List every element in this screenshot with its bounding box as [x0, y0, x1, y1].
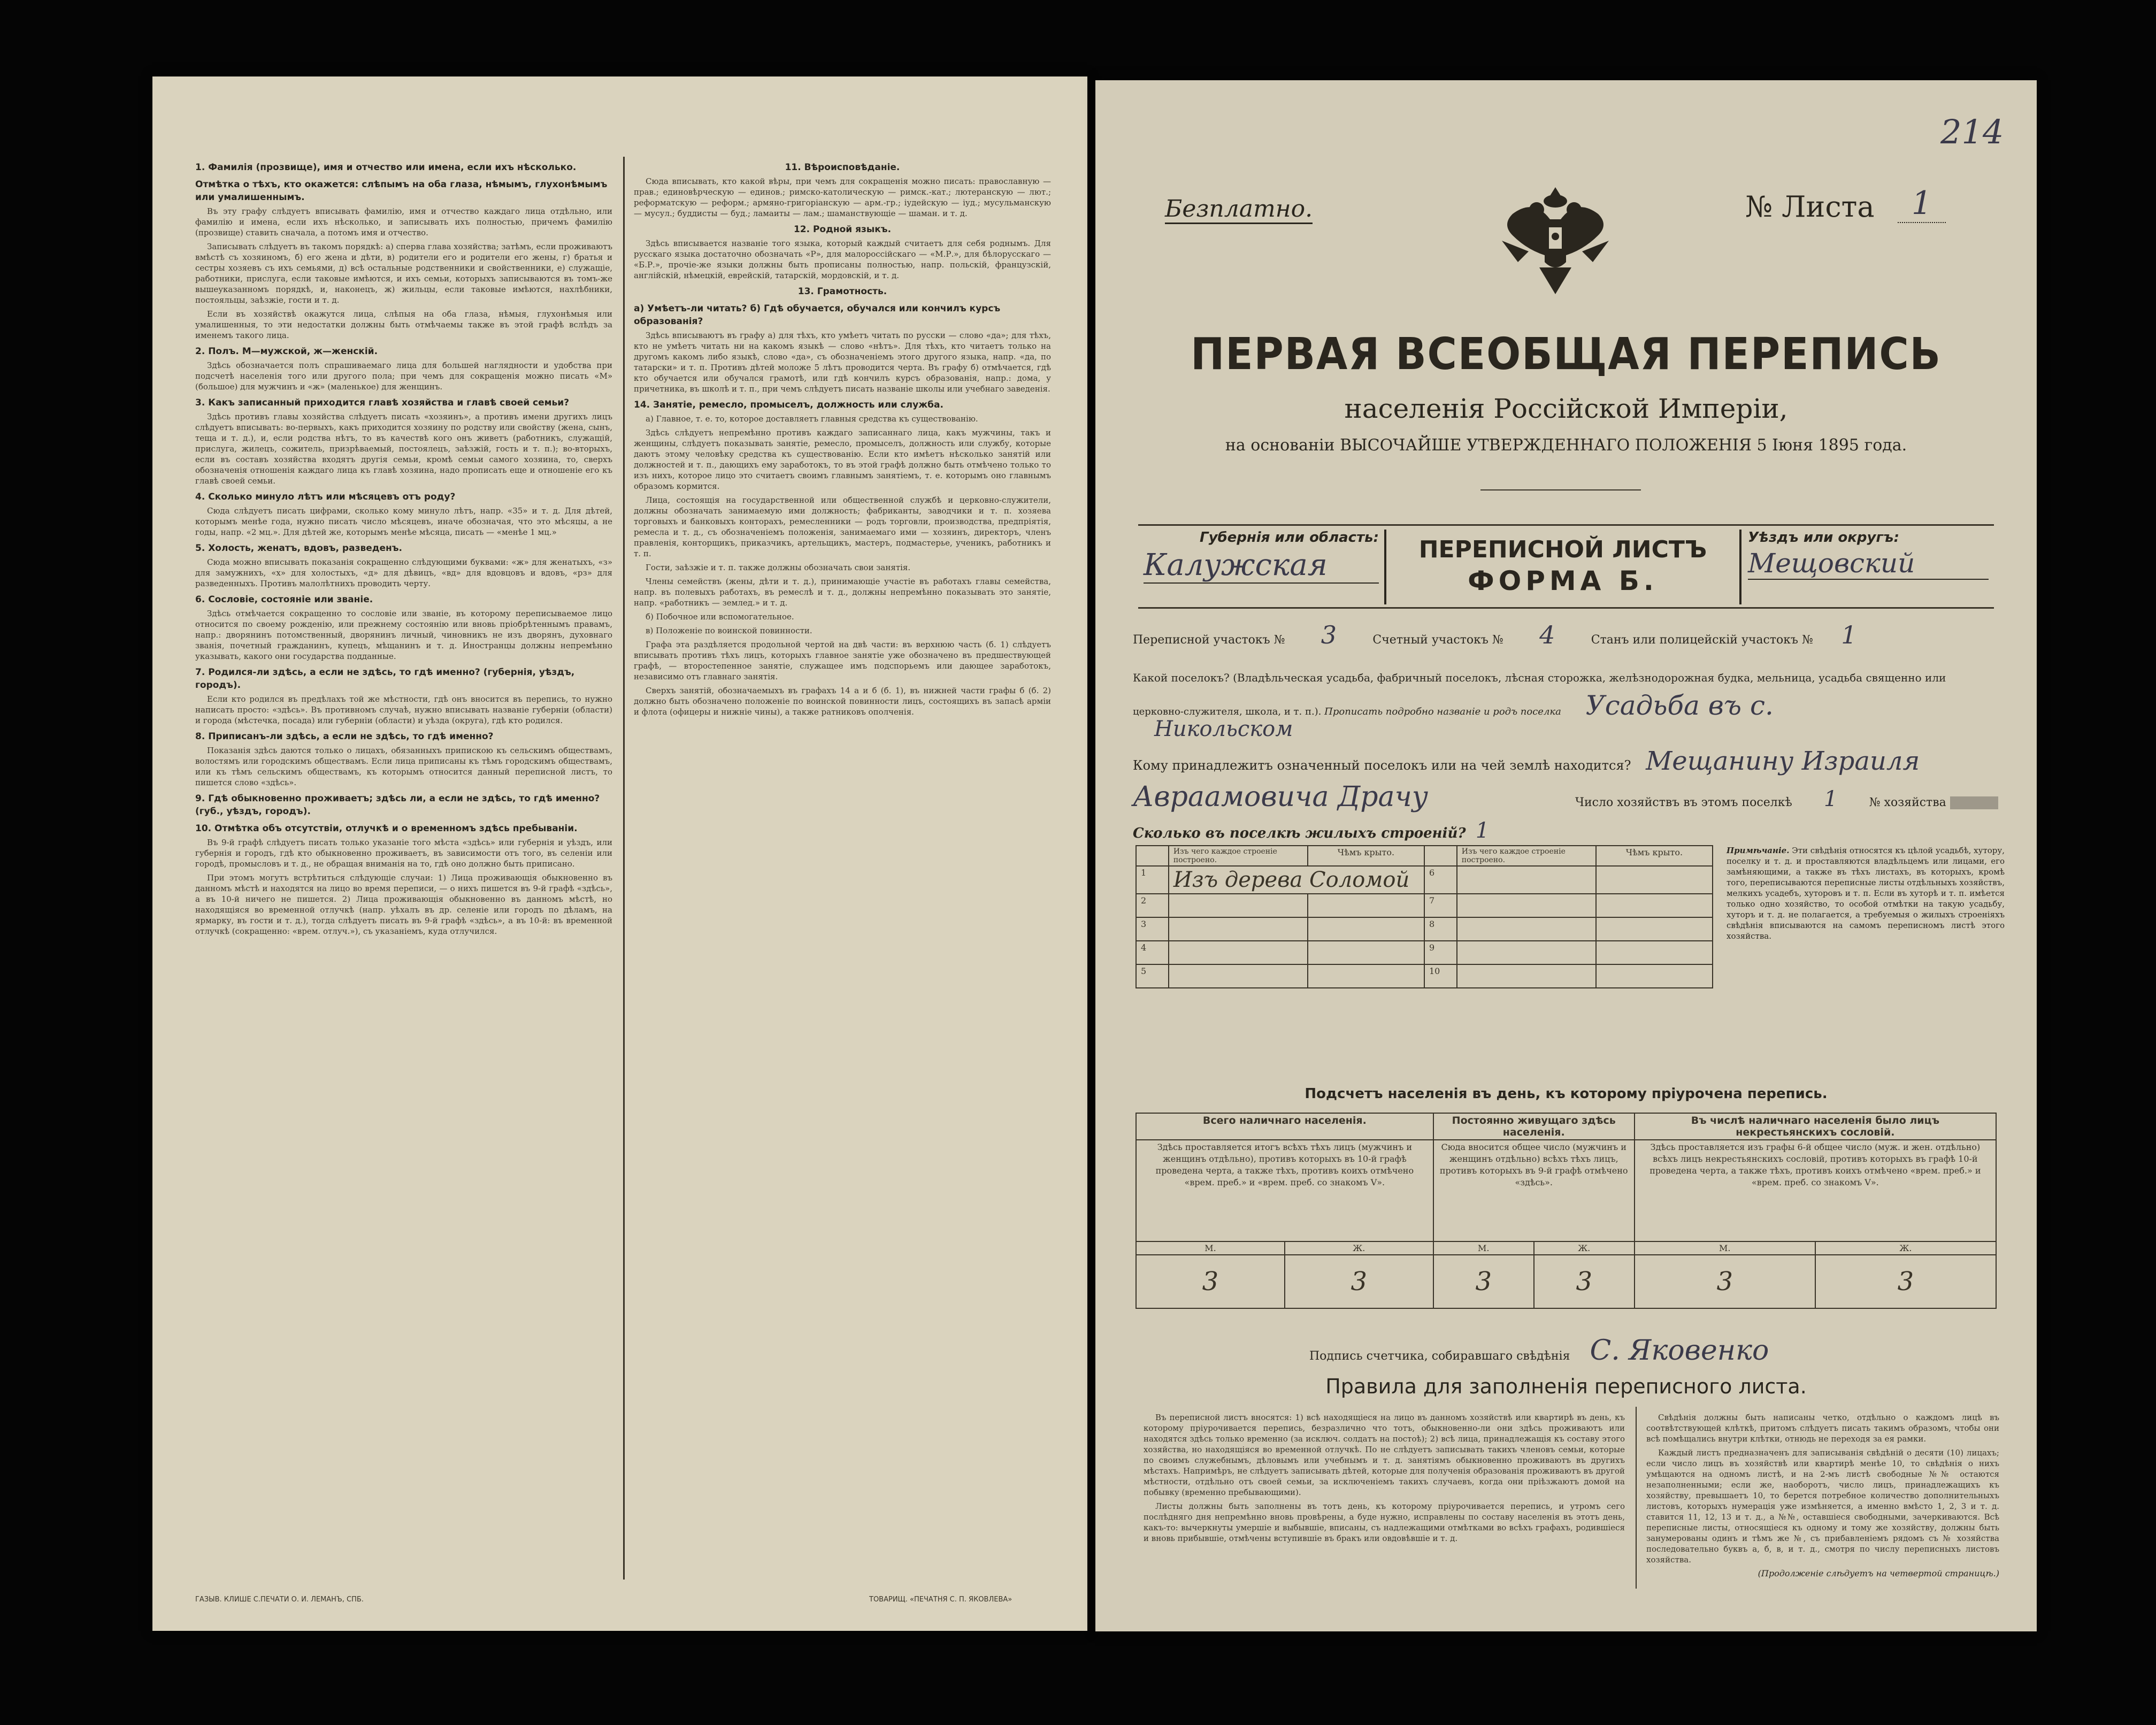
instruction-paragraph: Сюда слѣдуетъ писать цифрами, сколько кому минуло лѣтъ, напр. «35» и т. д. Для дѣтей, которымъ менѣе года, нужно писать число мѣсяцевъ, иначе обозначая, что это мѣсяцы, а не годы, напр. «2 мц.». Для дѣтей же, которымъ менѣе мѣсяца, писать — «менѣе 1 мц.»	[195, 506, 612, 537]
count-value: 3	[1534, 1255, 1635, 1308]
owner-row-2	[1133, 781, 2010, 813]
instruction-heading: 11. Вѣроисповѣданіе.	[785, 162, 900, 173]
rules-left-column	[1144, 1412, 1625, 1547]
instruction-heading: 10. Отмѣтка объ отсутствіи, отлучкѣ и о временномъ здѣсь пребываніи.	[195, 823, 578, 834]
instruction-heading: 7. Родился-ли здѣсь, а если не здѣсь, то гдѣ именно? (губернія, уѣздъ, городъ).	[195, 667, 575, 691]
settlement-instruction: Прописать подробно названіе и родъ поселка	[1324, 706, 1561, 717]
households-value: 1	[1824, 787, 1838, 811]
buildings-note	[1727, 845, 2005, 941]
rules-title: Правила для заполненія переписного листа.	[1325, 1375, 1807, 1398]
imperial-eagle-emblem	[1491, 177, 1620, 305]
buildings-col-material: Изъ чего каждое строеніе построено.	[1169, 846, 1308, 866]
instruction-heading: 2. Полъ. М—мужской, ж—женскій.	[195, 346, 378, 357]
population-count-table	[1135, 1113, 1997, 1309]
column-divider	[623, 157, 625, 1580]
printer-footer-right: ТОВАРИЩ. «ПЕЧАТНЯ С. П. ЯКОВЛЕВА»	[869, 1596, 1012, 1604]
instruction-heading: 1. Фамилія (прозвище), имя и отчество или имена, если ихъ нѣсколько.	[195, 162, 577, 173]
instruction-heading: 8. Приписанъ-ли здѣсь, а если не здѣсь, то гдѣ именно?	[195, 731, 494, 742]
building-row-number: 2	[1136, 894, 1169, 917]
rules-left-paragraph: Листы должны быть заполнены въ тотъ день, къ которому пріурочивается перепись, и утромъ сего послѣдняго дня непремѣнно вновь провѣрены, а буде нужно, исправлены по составу населенія въ этотъ день, какъ-то: вычеркнуты умершіе и выбывшіе, вписаны, съ надлежащими отмѣтками во всѣхъ графахъ, родившіеся и вновь прибывшіе, отмѣчены вступившіе въ бракъ или овдовѣвшіе и т. д.	[1144, 1501, 1625, 1543]
instruction-paragraph: Здѣсь слѣдуетъ непремѣнно противъ каждаго записаннаго лица, какъ мужчины, такъ и женщины, слѣдуетъ показывать занятіе, ремесло, промыселъ, должность или службу, которые даютъ этому человѣку средства къ существованію. Если кто имѣетъ нѣсколько занятій или должностей и т. п., дающихъ ему заработокъ, то въ этой графѣ должно быть отмѣчено только то изъ нихъ, которое лицо это считаетъ своимъ главнымъ занятіемъ, т. е. которымъ оно главнымъ образомъ кормится.	[634, 428, 1051, 491]
female-header: Ж.	[1534, 1241, 1635, 1255]
count-col-permanent-head: Постоянно живущаго здѣсь населенія.	[1433, 1113, 1635, 1140]
signature-label: Подпись счетчика, собиравшаго свѣдѣнія	[1309, 1350, 1570, 1363]
building-row-number: 4	[1136, 941, 1169, 964]
page-number: 214	[1940, 112, 2004, 151]
instruction-paragraph: в) Положеніе по воинской повинности.	[646, 626, 812, 635]
instruction-paragraph: Показанія здѣсь даются только о лицахъ, обязанныхъ припискою къ сельскимъ обществамъ, волостямъ или городскимъ обществамъ. Если лица приписаны къ тѣмъ городскимъ обществамъ, или къ тѣмъ сельскимъ обществамъ, къ которымъ относится данный переписной листъ, то пишется слово «здѣсь».	[195, 746, 612, 787]
buildings-col-material-2: Изъ чего каждое строеніе построено.	[1457, 846, 1596, 866]
uezd-value: Мещовский	[1748, 548, 1989, 580]
census-subtitle: населенія Россійской Имперіи,	[1344, 393, 1788, 424]
count-district-value: 4	[1539, 620, 1555, 649]
building-row-number: 9	[1424, 941, 1457, 964]
instruction-paragraph: Въ эту графу слѣдуетъ вписывать фамилію, имя и отчество каждаго лица отдѣльно, или фамилію и имена, если ихъ нѣсколько, и записывать ихъ полностью, причемъ фамилію (прозвище) ставить сначала, а потомъ имя и отчество.	[195, 206, 612, 237]
count-col-permanent-text: Сюда вносится общее число (мужчинъ и женщинъ отдѣльно) всѣхъ тѣхъ лицъ, противъ которыхъ въ 9-й графѣ отмѣчено «здѣсь».	[1433, 1140, 1635, 1241]
census-form-page	[1095, 80, 2037, 1631]
instruction-paragraph: Сюда вписывать, кто какой вѣры, при чемъ для сокращенія можно писать: православную — прав.; единовѣрческую — единов.; римско-католическую — римск.-кат.; лютеранскую — лют.; реформатскую — реформ.; армяно-григоріанскую — арм.-гр.; іудейскую — іуд.; мусульманскую — мусул.; буддисты — буд.; ламаиты — лам.; шаманствующіе — шаман. и т. д.	[634, 177, 1051, 218]
buildings-row	[1133, 818, 1489, 843]
settlement-label-2: церковно-служителя, школа, и т. п.).	[1133, 706, 1322, 717]
district-row	[1133, 620, 2010, 649]
instruction-heading: 13. Грамотность.	[797, 286, 887, 297]
signature-value: С. Яковенко	[1590, 1335, 1769, 1367]
owner-row	[1133, 746, 2010, 776]
buildings-label: Сколько въ поселкѣ жилыхъ строеній?	[1133, 825, 1466, 841]
census-title: ПЕРВАЯ ВСЕОБЩАЯ ПЕРЕПИСЬ	[1191, 329, 1942, 380]
instruction-heading: 9. Гдѣ обыкновенно проживаетъ; здѣсь ли, а если не здѣсь, то гдѣ именно? (губ., уѣздъ, городъ).	[195, 793, 600, 817]
header-rule-bottom	[1138, 607, 1994, 609]
instructions-column-2	[634, 157, 1051, 1631]
form-title-line1: ПЕРЕПИСНОЙ ЛИСТЪ	[1418, 536, 1707, 563]
household-no-box	[1950, 796, 1998, 809]
owner-value-1: Мещанину Израиля	[1646, 746, 1920, 776]
instruction-heading: 6. Сословіе, состояніе или званіе.	[195, 594, 373, 605]
instructions-column-1	[195, 157, 612, 1631]
note-title: Примѣчаніе.	[1727, 846, 1790, 855]
building-row-number: 3	[1136, 917, 1169, 941]
uezd-box	[1748, 530, 1989, 599]
count-district-label: Счетный участокъ №	[1372, 633, 1503, 647]
guberniya-box	[1144, 530, 1379, 599]
district-label: Переписной участокъ №	[1133, 633, 1285, 647]
stan-label: Станъ или полицейскій участокъ №	[1591, 633, 1813, 647]
district-value: 3	[1321, 620, 1337, 649]
instruction-heading: 4. Сколько минуло лѣтъ или мѣсяцевъ отъ роду?	[195, 492, 456, 502]
household-no-label: № хозяйства	[1869, 796, 1946, 809]
form-title-box	[1384, 530, 1741, 604]
instruction-heading: а) Умѣетъ-ли читать? б) Гдѣ обучается, обучался или кончилъ курсъ образованія?	[634, 303, 1001, 327]
instruction-heading: 14. Занятіе, ремесло, промыселъ, должность или служба.	[634, 400, 943, 410]
owner-value-2: Авраамовича Драчу	[1133, 781, 1429, 813]
rules-divider	[1636, 1407, 1637, 1589]
rules-right-paragraph: Свѣдѣнія должны быть написаны четко, отдѣльно о каждомъ лицѣ въ соотвѣтствующей клѣткѣ, притомъ слѣдуетъ писать такимъ образомъ, чтобы они всѣ помѣщались внутри клѣтки, отнюдь не переходя за ея рамки.	[1646, 1413, 1999, 1444]
male-header: М.	[1136, 1241, 1285, 1255]
instruction-paragraph: Гости, заѣзжіе и т. п. также должны обозначать свои занятія.	[646, 563, 911, 572]
buildings-value: 1	[1475, 818, 1490, 843]
rules-left-paragraph: Въ переписной листъ вносятся: 1) всѣ находящіеся на лицо въ данномъ хозяйствѣ или квартирѣ въ день, къ которому пріурочивается перепись, безразлично что тотъ, обыкновенно-ли они здѣсь проживаютъ или находятся здѣсь только временно (за исключ. солдатъ на постоѣ); 2) всѣ лица, принадлежащія къ составу этого хозяйства, но находящіяся во временной отлучкѣ. По не слѣдуетъ записывать такихъ членовъ семьи, которые по своимъ служебнымъ, дѣловымъ или учебнымъ и т. д. занятіямъ обыкновенно проживаютъ въ другихъ мѣстахъ. Напримѣръ, не слѣдуетъ записывать дѣтей, которые для полученія образованія проживаютъ въ другой мѣстности, отдѣльно отъ своей семьи, за исключеніемъ такихъ случаевъ, когда они пріѣзжаютъ домой на побывку (временно пребывающими).	[1144, 1413, 1625, 1497]
instruction-paragraph: Если въ хозяйствѣ окажутся лица, слѣпыя на оба глаза, нѣмыя, глухонѣмыя или умалишенныя, то эти недостатки должны быть отмѣчаемы также въ этой графѣ вслѣдъ за именемъ такого лица.	[195, 309, 612, 340]
count-value: 3	[1433, 1255, 1534, 1308]
count-col-total-text: Здѣсь проставляется итогъ всѣхъ тѣхъ лицъ (мужчинъ и женщинъ отдѣльно), противъ которыхъ въ 10-й графѣ проведена черта, а также тѣхъ, противъ коихъ отмѣчено «врем. преб.» и «врем. преб. со знакомъ V».	[1136, 1140, 1433, 1241]
instruction-paragraph: Записывать слѣдуетъ въ такомъ порядкѣ: а) сперва глава хозяйства; затѣмъ, если проживаютъ вмѣстѣ съ хозяиномъ, б) его жена и дѣти, в) родители его и родители его жены, г) братья и сестры хозяевъ съ ихъ семьями, д) всѣ остальные родственники и свойственники, е) служащіе, работники, прислуга, если таковые имѣются, и ихъ семьи, которыхъ записываются въ томъ-же вышеуказанномъ порядкѣ, и, наконецъ, ж) жильцы, если таковые имѣются, нахлѣбники, постояльцы, заѣзжіе, гости и т. д.	[195, 242, 612, 305]
building-row-number: 8	[1424, 917, 1457, 941]
instruction-heading: 3. Какъ записанный приходится главѣ хозяйства и главѣ своей семьи?	[195, 397, 570, 408]
female-header: Ж.	[1815, 1241, 1996, 1255]
households-label: Число хозяйствъ въ этомъ поселкѣ	[1575, 796, 1792, 809]
instruction-paragraph: Лица, состоящія на государственной или общественной службѣ и церковно-служители, должны обозначать занимаемую ими должность; фабриканты, заводчики и т. п. хозяева торговыхъ и банковыхъ конторахъ, ремесленники — родъ торговли, производства, предпріятія, ремесла и т. д., съ обозначеніемъ положенія, занимаемаго ими — хозяинъ, директоръ, членъ правленія, конторщикъ, приказчикъ, артельщикъ, мастеръ, подмастерье, ученикъ, работникъ и т. п.	[634, 495, 1051, 558]
building-row-number: 1	[1136, 866, 1169, 894]
instruction-paragraph: Графа эта раздѣляется продольной чертой на двѣ части: въ верхнюю часть (б. 1) слѣдуетъ вписывать противъ тѣхъ лицъ, которыхъ главное занятіе уже обозначено въ предшествующей графѣ, — второстепенное занятіе, служащее имъ подспорьемъ или дающее заработокъ, независимо отъ главнаго занятія.	[634, 640, 1051, 681]
note-text: Эти свѣдѣнія относятся къ цѣлой усадьбѣ, хутору, поселку и т. д. и проставляются владѣльцемъ или лицами, его замѣняющими, а также въ тѣхъ листахъ, въ которыхъ, кромѣ того, переписываются переписные листы отдѣльныхъ хозяйствъ, мелкихъ усадебъ, хуторовъ и т. п. Если въ хуторѣ и т. п. имѣется только одно хозяйство, то особой отмѣтки на такую усадьбу, хуторъ и т. д. не полагается, а требуемыя о жилыхъ строеніяхъ свѣдѣнія вписываются на самомъ переписномъ листѣ этого хозяйства.	[1727, 846, 2005, 941]
count-value: 3	[1136, 1255, 1285, 1308]
instruction-paragraph: Здѣсь обозначается полъ спрашиваемаго лица для большей наглядности и удобства при подсчетѣ населенія того или другого пола; при чемъ для сокращенія можно писать «М» (большое) для мужчинъ и «ж» (маленькое) для женщинъ.	[195, 361, 612, 392]
instruction-paragraph: Члены семействъ (жены, дѣти и т. д.), принимающіе участіе въ работахъ главы семейства, напр. въ полевыхъ работахъ, въ ремеслѣ и т. д., должны непремѣнно показывать это занятіе, напр. «работникъ — землед.» и т. д.	[634, 577, 1051, 608]
male-header: М.	[1635, 1241, 1815, 1255]
rules-right-column	[1646, 1412, 1999, 1578]
stan-value: 1	[1841, 620, 1857, 649]
instruction-paragraph: Если кто родился въ предѣлахъ той же мѣстности, гдѣ онъ вносится въ перепись, то нужно написать просто: «здѣсь». Въ противномъ случаѣ, нужно вписывать названіе губерніи (области) и города (мѣстечка, посада) или губерніи (области) и уѣзда (округа), гдѣ кто родился.	[195, 694, 612, 725]
free-label: Безплатно.	[1165, 195, 1313, 224]
form-title-line2: ФОРМА Б.	[1468, 565, 1658, 596]
instruction-paragraph: б) Побочное или вспомогательное.	[646, 612, 794, 622]
census-basis: на основаніи ВЫСОЧАЙШЕ УТВЕРЖДЕННАГО ПОЛОЖЕНІЯ 5 Іюня 1895 года.	[1225, 436, 1907, 455]
instruction-paragraph: Сюда можно вписывать показанія сокращенно слѣдующими буквами: «ж» для женатыхъ, «з» для замужнихъ, «х» для холостыхъ, «д» для дѣвицъ, «вд» для вдовцовъ и вдовъ, «рз» для разведенныхъ. Противъ малолѣтнихъ проводить черту.	[195, 557, 612, 588]
building-row-number: 7	[1424, 894, 1457, 917]
building-row-number: 10	[1424, 964, 1457, 988]
title-divider	[1480, 489, 1641, 490]
instruction-paragraph: Сверхъ занятій, обозначаемыхъ въ графахъ 14 а и б (б. 1), въ нижней части графы б (б. 2) должно быть обозначено положеніе по воинской повинности лицъ, состоящихъ въ запасѣ арміи и флота (офицеры и нижніе чины), а также ратниковъ ополченія.	[634, 686, 1051, 717]
count-col-total-head: Всего наличнаго населенія.	[1136, 1113, 1433, 1140]
instruction-heading: 12. Родной языкъ.	[793, 224, 892, 235]
count-value: 3	[1815, 1255, 1996, 1308]
building-row-1-value: Изъ дерева Соломой	[1169, 866, 1424, 894]
buildings-table	[1135, 845, 1713, 988]
count-col-nonpeasant-text: Здѣсь проставляется изъ графы 6-й общее число (муж. и жен. отдѣльно) всѣхъ лицъ некрестьянскихъ сословій, противъ которыхъ въ графѣ 10-й проведена черта, а также тѣхъ, противъ коихъ отмѣчено «врем. преб.» и «врем. преб. со знакомъ V».	[1635, 1140, 1996, 1241]
instruction-heading: 5. Холость, женатъ, вдовъ, разведенъ.	[195, 543, 402, 554]
guberniya-label: Губернія или область:	[1200, 530, 1379, 546]
settlement-value-2: Никольском	[1154, 717, 1293, 741]
building-row-number: 6	[1424, 866, 1457, 894]
instruction-paragraph: Здѣсь вписываютъ въ графу а) для тѣхъ, кто умѣетъ читать по русски — слово «да»; для тѣхъ, кто не умѣетъ читать ни на какомъ языкѣ — слово «нѣтъ». Для тѣхъ, кто читаетъ только на другомъ какомъ либо языкѣ, слово «да», съ обозначеніемъ этого другого языка, напр. «да, по татарски» и т. п. Противъ дѣтей моложе 5 лѣтъ проводится черта. Въ графу б) отмѣчается, гдѣ кто обучается или обучался грамотѣ, или гдѣ кончилъ курсъ образованія, напр.: дома, у причетника, въ школѣ и т. п., при чемъ слѣдуетъ писать названіе школы или учебнаго заведенія.	[634, 331, 1051, 394]
count-value: 3	[1285, 1255, 1433, 1308]
count-value: 3	[1635, 1255, 1815, 1308]
instruction-paragraph: Здѣсь противъ главы хозяйства слѣдуетъ писать «хозяинъ», а противъ имени другихъ лицъ слѣдуетъ вписывать: во-первыхъ, какъ приходится хозяину по родству или свойству (жена, сынъ, теща и т. д.), и, если родства нѣтъ, то въ качествѣ кого онъ живетъ (работникъ, служащій, прислуга, жилецъ, сожитель, призрѣваемый, постоялецъ, заѣзжій, гость и т. п.); во-вторыхъ, если въ составъ хозяйства входятъ другія семьи, кромѣ семьи самого хозяина, то, сверхъ обозначенія отношенія каждаго лица къ главѣ хозяина, надо прописать еще и отношеніе его къ главѣ своей семьи.	[195, 412, 612, 486]
buildings-col-roof: Чѣмъ крыто.	[1308, 846, 1424, 866]
guberniya-value: Калужская	[1144, 548, 1379, 584]
left-instructions-page	[152, 76, 1087, 1631]
instruction-paragraph: Въ 9-й графѣ слѣдуетъ писать только указаніе того мѣста «здѣсь» или губернія и уѣздъ, или губернія и городъ, гдѣ кто обыкновенно проживаетъ, въ зависимости отъ того, въ селеніи или городѣ, промысловъ и т. д., не обращая вниманія на то, гдѣ оно должно быть приписано.	[195, 838, 612, 869]
sheet-number-value: 1	[1898, 185, 1946, 223]
instruction-paragraph: При этомъ могутъ встрѣтиться слѣдующіе случаи: 1) Лица проживающія обыкновенно въ данномъ мѣстѣ и находятся на лицо во время переписи, — о нихъ пишется въ 9-й графѣ «здѣсь», а въ 10-й ничего не пишется. 2) Лица проживающія обыкновенно въ данномъ мѣстѣ, но находящіяся во временной отлучкѣ (напр. уѣхалъ въ др. селеніе или городъ по дѣламъ, на ярмарку, въ гости и т. д.), тогда слѣдуетъ писать въ 9-й графѣ «здѣсь», а въ 10-й: въ временной отлучкѣ (сокращенно: «врем. отлуч.»), съ указаніемъ, куда отлучился.	[195, 873, 612, 936]
instruction-paragraph: Здѣсь вписывается названіе того языка, который каждый считаетъ для себя роднымъ. Для русскаго языка достаточно обозначать «Р», для малороссійскаго — «М.Р.», для бѣлорусскаго — «Б.Р.», прочіе-же языки должны быть прописаны полностью, напр. польскій, французскій, англійскій, нѣмецкій, еврейскій, татарскій, мордовскій, и т. д.	[634, 239, 1051, 280]
header-rule-top	[1138, 524, 1994, 526]
count-title: Подсчетъ населенія въ день, къ которому пріурочена перепись.	[1305, 1086, 1828, 1102]
rules-right-paragraph: Каждый листъ предназначенъ для записыванія свѣдѣній о десяти (10) лицахъ; если число лицъ въ хозяйствѣ или квартирѣ менѣе 10, то свѣдѣнія о нихъ умѣщаются на одномъ листѣ, и на 2-мъ листѣ свободные №№ остаются незаполненными; если же, наоборотъ, число лицъ, принадлежащихъ къ хозяйству, превышаетъ 10, то берется потребное количество дополнительныхъ листовъ, которыхъ нумерація уже измѣняется, а именно вмѣсто 1, 2, 3 и т. д. ставится 11, 12, 13 и т. д., а №№, оставшіеся свободными, зачеркиваются. Всѣ переписные листы, относящіеся къ одному и тому же хозяйству, должны быть занумерованы одинъ и тѣмъ же №, съ прибавленіемъ рядомъ съ № хозяйства последовательно буквъ а, б, в, и т. д., смотря по числу переписныхъ листовъ хозяйства.	[1646, 1448, 1999, 1565]
buildings-col-roof-2: Чѣмъ крыто.	[1596, 846, 1713, 866]
instruction-paragraph: а) Главное, т. е. то, которое доставляетъ главныя средства къ существованію.	[646, 414, 978, 424]
building-row-number: 5	[1136, 964, 1169, 988]
owner-label: Кому принадлежитъ означенный поселокъ или на чей землѣ находится?	[1133, 758, 1631, 773]
settlement-label: Какой поселокъ? (Владѣльческая усадьба, фабричный поселокъ, лѣсная сторожка, желѣзнодорожная будка, мельница, усадьба священно или	[1133, 671, 1946, 684]
sheet-number-label: № Листа	[1745, 190, 1875, 224]
signature-row	[1309, 1335, 1769, 1367]
settlement-value-1: Усадьба въ с.	[1585, 690, 1774, 721]
instruction-heading: Отмѣтка о тѣхъ, кто окажется: слѣпымъ на оба глаза, нѣмымъ, глухонѣмымъ или умалишеннымъ.	[195, 179, 608, 203]
instruction-paragraph: Здѣсь отмѣчается сокращенно то сословіе или званіе, въ которому переписываемое лицо относится по своему рожденію, или прежнему состоянію или вновь пріобрѣтеннымъ правамъ, напр.: дворянинъ потомственный, дворянинъ личный, чиновникъ не изъ дворянъ, духовнаго званія, почетный гражданинъ, купецъ, мѣщанинъ и т. д. Иностранцы должны непремѣнно указывать, какого они государства подданные.	[195, 609, 612, 661]
male-header: М.	[1433, 1241, 1534, 1255]
count-col-nonpeasant-head: Въ числѣ наличнаго населенія было лицъ некрестьянскихъ сословій.	[1635, 1113, 1996, 1140]
printer-footer-left: ГАЗЫВ. КЛИШЕ С.ПЕЧАТИ О. И. ЛЕМАНЪ, СПБ.	[195, 1596, 364, 1604]
rules-continuation: (Продолженіе слѣдуетъ на четвертой страницѣ.)	[1758, 1568, 1999, 1578]
female-header: Ж.	[1285, 1241, 1433, 1255]
uezd-label: Уѣздъ или округъ:	[1748, 530, 1899, 546]
